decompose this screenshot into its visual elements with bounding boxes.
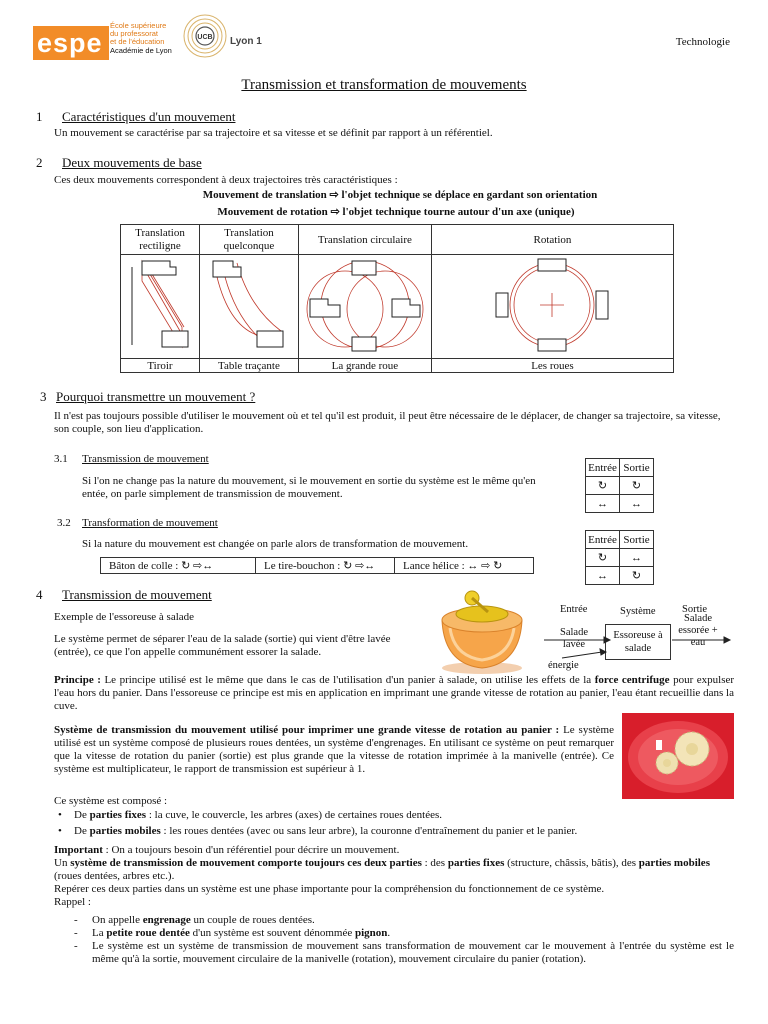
section-2-intro: Ces deux mouvements correspondent à deux trajectoires très caractéristiques : xyxy=(54,174,398,186)
parties-fixes-term: parties fixes xyxy=(89,809,147,821)
diagram-entree-label: Entrée xyxy=(560,604,588,615)
principe-paragraph xyxy=(54,674,734,713)
text-span: : des xyxy=(424,857,446,869)
translation-circulaire-icon xyxy=(300,255,430,355)
logo-line: et de l'éducation xyxy=(110,37,165,47)
important-block xyxy=(54,844,734,909)
section-title: Caractéristiques d'un mouvement xyxy=(62,109,236,124)
example-cell: Lance hélice : ↔ ⇨ ↻ xyxy=(395,558,534,574)
parts-list xyxy=(74,808,577,838)
translation-circulaire-drawing xyxy=(298,255,431,359)
definition-text: l'objet technique tourne autour d'un axe (unique) xyxy=(342,206,575,218)
example-label: Exemple de l'essoreuse à salade xyxy=(54,611,195,623)
subsection-3-2-heading xyxy=(57,517,218,529)
definition-translation xyxy=(0,188,768,201)
list-item xyxy=(74,927,734,940)
list-item xyxy=(74,914,734,927)
reperer-line: Repérer ces deux parties dans un système est une phase importante pour la compréhension du fonctionnement de ce système. xyxy=(54,883,605,895)
subject-label: Technologie xyxy=(675,36,730,48)
lyon-label: Lyon 1 xyxy=(230,36,262,47)
list-item xyxy=(74,824,577,838)
diagram-input: Salade lavée xyxy=(560,627,588,650)
espe-logo-text xyxy=(110,22,172,55)
text-span: On appelle xyxy=(92,914,140,926)
section-1-text: Un mouvement se caractérise par sa trajectoire et sa vitesse et se définit par rapport à un référentiel. xyxy=(54,127,493,139)
translation-icon: ↔ xyxy=(620,549,654,567)
section-4-intro: Le système permet de séparer l'eau de la salade (sortie) qui vient d'être lavée (entrée), ce que l'on appelle communément essorer la salade. xyxy=(54,633,391,658)
system-parts-line xyxy=(54,857,734,883)
pignon-term: pignon xyxy=(354,927,388,939)
text-span: (roues dentées, arbres etc.). xyxy=(54,870,175,882)
gears-photo-icon xyxy=(622,713,734,799)
espe-logo: espe xyxy=(33,26,109,60)
logo-line: du professorat xyxy=(110,29,158,39)
bold-term: système de transmission de mouvement comporte toujours ces deux parties xyxy=(70,857,422,869)
logo-academy: Académie de Lyon xyxy=(110,45,172,55)
rappel-list xyxy=(74,914,734,966)
diagram-energy: énergie xyxy=(548,660,579,671)
text-span: . xyxy=(387,927,391,939)
subsection-3-1-text: Si l'on ne change pas la nature du mouvement, si le mouvement en sortie du système est le même qu'en entée, on parle simplement de transmission de mouvement. xyxy=(82,475,536,500)
table-example-cell: La grande roue xyxy=(298,359,431,373)
section-4-heading xyxy=(36,587,212,603)
translation-rectiligne-icon xyxy=(122,255,198,355)
diagram-systeme-label: Système xyxy=(620,606,656,617)
definition-text: l'objet technique se déplace en gardant son orientation xyxy=(341,189,598,201)
salad-spinner-icon xyxy=(432,584,532,676)
io-header: Sortie xyxy=(620,531,654,549)
rotation-icon: ↻ xyxy=(620,477,654,495)
diagram-sortie-label: Sortie xyxy=(682,604,708,615)
text-span: La xyxy=(92,927,104,939)
subsection-number: 3.1 xyxy=(54,453,68,465)
subsection-3-2-text: Si la nature du mouvement est changée on parle alors de transformation de mouvement. xyxy=(82,538,469,550)
ucb-text: UCB xyxy=(197,34,213,41)
bold-term: parties fixes xyxy=(447,857,505,869)
section-3-text: Il n'est pas toujours possible d'utiliser le mouvement où et tel qu'il est produit, il peut être nécessaire de le déplacer, de changer sa trajectoire, sa vitesse, son couple, son lieu d'application. xyxy=(54,410,721,435)
section-1-heading xyxy=(36,109,235,125)
system-paragraph xyxy=(54,724,614,776)
rotation-icon: ↻ xyxy=(586,549,620,567)
subsection-3-1-heading xyxy=(54,453,209,465)
diagram-arrows-icon xyxy=(544,630,734,670)
section-number: 3 xyxy=(40,389,47,404)
engrenage-term: engrenage xyxy=(142,914,191,926)
definition-rotation xyxy=(0,205,768,218)
logo-line: École supérieure xyxy=(110,21,167,30)
example-cell: Le tire-bouchon : ↻ ⇨↔ xyxy=(256,558,395,574)
diagram-output: Salade essorée + eau xyxy=(678,613,718,648)
section-number: 4 xyxy=(36,587,43,602)
diagram-box: Essoreuse à salade xyxy=(605,624,671,660)
list-item: - Le système est un système de transmission de mouvement sans transformation de mouvement car le mouvement à l'entrée du système est le même qu'à la sortie, mouvement circulaire de la manivelle (rotation), mouvement circulaire du panier (rotation). xyxy=(74,940,734,966)
system-text: Le système utilisé est un système composé de plusieurs roues dentées, un système d'engrenages. En utilisant ce système on peut remarquer que la vitesse de rotation du panier (sortie) est plus grande que la vitesse de rotation imprimée à la manivelle (entrée). Ce système est multiplicateur, le rapport de transmission est supérieur à 1. xyxy=(54,724,614,775)
petite-roue-term: petite roue dentée xyxy=(106,927,190,939)
section-number: 1 xyxy=(36,109,43,124)
rotation-icon xyxy=(492,255,612,355)
subsection-number: 3.2 xyxy=(57,517,71,529)
section-number: 2 xyxy=(36,155,43,170)
io-header: Entrée xyxy=(586,531,620,549)
text-span: : On a toujours besoin d'un référentiel pour décrire un mouvement. xyxy=(105,844,400,856)
translation-icon: ↔ xyxy=(586,495,620,513)
list-item xyxy=(74,808,577,822)
parties-mobiles-term: parties mobiles xyxy=(89,825,161,837)
text-span: d'un système est souvent dénommée xyxy=(192,927,353,939)
rotation-icon: ↻ xyxy=(620,567,654,585)
table-header-cell: Translation circulaire xyxy=(298,225,431,255)
page-title: Transmission et transformation de mouvements xyxy=(241,77,527,93)
compose-label: Ce système est composé : xyxy=(54,795,168,807)
section-title: Transmission de mouvement xyxy=(62,587,212,602)
translation-icon: ↔ xyxy=(620,495,654,513)
table-header-cell: Rotation xyxy=(431,225,673,255)
arrow-icon: ⇨ xyxy=(330,206,340,218)
bold-term: parties mobiles xyxy=(638,857,710,869)
table-example-cell: Table traçante xyxy=(199,359,298,373)
text-span: un couple de roues dentées. xyxy=(193,914,315,926)
io-header: Sortie xyxy=(620,459,654,477)
force-centrifuge-term: force centrifuge xyxy=(594,674,670,686)
io-header: Entrée xyxy=(586,459,620,477)
text-span: pour expulser l'eau hors du panier. Dans l'essoreuse ce principe est mis en application en imprimant une grande vitesse de rotation au panier, l'eau étant recueillie dans la cuve. xyxy=(54,674,735,712)
translation-quelconque-icon xyxy=(201,255,297,355)
io-table-transmission xyxy=(585,458,654,513)
translation-quelconque-drawing xyxy=(199,255,298,359)
system-title: Système de transmission du mouvement utilisé pour imprimer une grande vitesse de rotation au panier : xyxy=(54,724,560,736)
rotation-icon: ↻ xyxy=(586,477,620,495)
rotation-drawing xyxy=(431,255,673,359)
text-span: : les roues dentées (avec ou sans leur arbre), la couronne d'entraînement du panier et le panier. xyxy=(163,825,578,837)
text-span: Le principe utilisé est le même que dans le cas de l'utilisation d'un panier à salade, on utilise les effets de la xyxy=(104,674,592,686)
examples-table xyxy=(100,557,534,574)
text-span: : la cuve, le couvercle, les arbres (axes) de certaines roues dentées. xyxy=(148,809,443,821)
translation-rectiligne-drawing xyxy=(121,255,200,359)
definition-term: Mouvement de translation xyxy=(202,189,327,201)
section-2-heading xyxy=(36,155,202,171)
subsection-title: Transformation de mouvement xyxy=(82,517,218,529)
text-span: Un xyxy=(54,857,68,869)
table-example-cell: Tiroir xyxy=(121,359,200,373)
table-header-cell: Translation rectiligne xyxy=(121,225,200,255)
section-title: Deux mouvements de base xyxy=(62,155,202,170)
io-table-transformation xyxy=(585,530,654,585)
principe-label: Principe : xyxy=(54,674,101,686)
table-example-cell: Les roues xyxy=(431,359,673,373)
movements-table xyxy=(120,224,674,373)
definition-term: Mouvement de rotation xyxy=(217,206,328,218)
text-span: De xyxy=(74,809,87,821)
ucb-logo-icon xyxy=(182,13,228,59)
text-span: (structure, châssis, bâtis), des xyxy=(507,857,637,869)
table-header-cell: Translation quelconque xyxy=(199,225,298,255)
section-3-heading xyxy=(40,389,255,405)
text-span: De xyxy=(74,825,87,837)
rappel-label: Rappel : xyxy=(54,896,91,908)
important-line xyxy=(54,844,734,857)
important-label: Important xyxy=(54,844,103,856)
arrow-icon: ⇨ xyxy=(329,189,339,201)
translation-icon: ↔ xyxy=(586,567,620,585)
subsection-title: Transmission de mouvement xyxy=(82,453,209,465)
example-cell: Bâton de colle : ↻ ⇨↔ xyxy=(101,558,256,574)
section-title: Pourquoi transmettre un mouvement ? xyxy=(56,389,256,404)
